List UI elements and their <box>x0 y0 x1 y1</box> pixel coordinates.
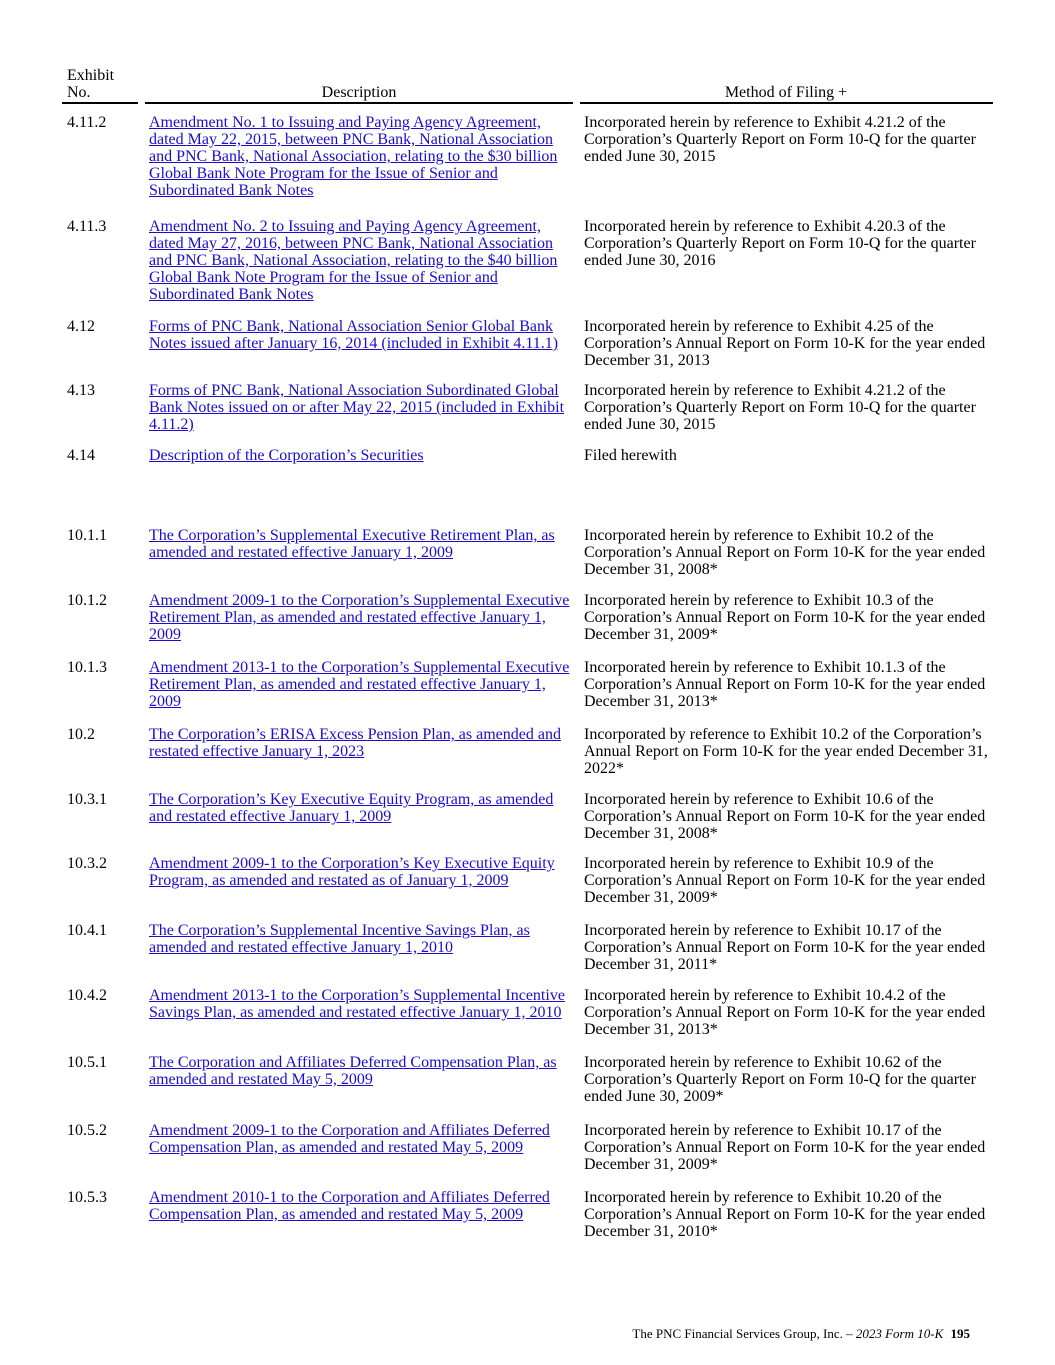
exhibit-description-link[interactable]: Forms of PNC Bank, National Association Senior Global Bank Notes issued after January 16, 2014 (included in Exhibit 4.11.1) <box>149 318 559 352</box>
exhibit-description <box>149 726 575 760</box>
exhibit-description-link[interactable]: Amendment 2013-1 to the Corporation’s Supplemental Incentive Savings Plan, as amended and restated effective January 1, 2010 <box>149 987 565 1021</box>
method-of-filing: Incorporated herein by reference to Exhibit 10.1.3 of the Corporation’s Annual Report on Form 10-K for the year ended December 31, 2013* <box>584 659 986 710</box>
header-exhibit-no: Exhibit No. <box>67 67 115 101</box>
exhibit-description <box>149 114 575 199</box>
exhibit-description-link[interactable]: Forms of PNC Bank, National Association Subordinated Global Bank Notes issued on or after May 22, 2015 (included in Exhibit 4.11.2) <box>149 382 565 433</box>
method-of-filing: Incorporated herein by reference to Exhibit 4.21.2 of the Corporation’s Quarterly Report on Form 10-Q for the quarter ended June 30, 2015 <box>584 114 976 165</box>
page-footer <box>0 1326 970 1341</box>
exhibit-description <box>149 1054 575 1088</box>
method-of-filing: Incorporated by reference to Exhibit 10.2 of the Corporation’s Annual Report on Form 10-K for the year ended December 31, 2022* <box>584 726 988 777</box>
method-of-filing: Incorporated herein by reference to Exhibit 10.20 of the Corporation’s Annual Report on Form 10-K for the year ended December 31, 2010* <box>584 1189 986 1240</box>
method-of-filing: Incorporated herein by reference to Exhibit 4.21.2 of the Corporation’s Quarterly Report on Form 10-Q for the quarter ended June 30, 2015 <box>584 382 976 433</box>
exhibit-description-link[interactable]: The Corporation’s Supplemental Incentive Savings Plan, as amended and restated effective January 1, 2010 <box>149 922 530 956</box>
method-of-filing: Incorporated herein by reference to Exhibit 10.17 of the Corporation’s Annual Report on Form 10-K for the year ended December 31, 2011* <box>584 922 986 973</box>
exhibit-description <box>149 922 575 956</box>
exhibit-description-link[interactable]: Amendment No. 2 to Issuing and Paying Agency Agreement, dated May 27, 2016, between PNC Bank, National Association and PNC Bank, National Association, relating to the $40 billion Global Bank Note Program for the Issue of Senior and Subordinated Bank Notes <box>149 218 558 303</box>
exhibit-number: 4.11.3 <box>67 218 107 235</box>
exhibit-description <box>149 791 575 825</box>
exhibit-description <box>149 527 575 561</box>
exhibit-number: 10.2 <box>67 726 95 743</box>
exhibit-description-link[interactable]: Amendment 2009-1 to the Corporation’s Supplemental Executive Retirement Plan, as amended and restated effective January 1, 2009 <box>149 592 570 643</box>
method-of-filing: Incorporated herein by reference to Exhibit 10.4.2 of the Corporation’s Annual Report on Form 10-K for the year ended December 31, 2013* <box>584 987 986 1038</box>
header-method-of-filing: Method of Filing + <box>724 84 848 101</box>
exhibit-number: 10.1.1 <box>67 527 107 544</box>
method-of-filing: Incorporated herein by reference to Exhibit 10.9 of the Corporation’s Annual Report on Form 10-K for the year ended December 31, 2009* <box>584 855 986 906</box>
exhibit-description <box>149 218 575 303</box>
exhibit-number: 4.12 <box>67 318 95 335</box>
exhibit-number: 10.5.3 <box>67 1189 107 1206</box>
header-description: Description <box>321 84 397 101</box>
exhibit-description-link[interactable]: Amendment 2010-1 to the Corporation and Affiliates Deferred Compensation Plan, as amended and restated May 5, 2009 <box>149 1189 550 1223</box>
exhibit-description-link[interactable]: The Corporation’s Key Executive Equity Program, as amended and restated effective January 1, 2009 <box>149 791 554 825</box>
method-of-filing: Incorporated herein by reference to Exhibit 4.20.3 of the Corporation’s Quarterly Report on Form 10-Q for the quarter ended June 30, 2016 <box>584 218 976 269</box>
exhibit-description-link[interactable]: Amendment 2009-1 to the Corporation’s Key Executive Equity Program, as amended and restated as of January 1, 2009 <box>149 855 555 889</box>
method-of-filing: Filed herewith <box>584 447 677 464</box>
method-of-filing: Incorporated herein by reference to Exhibit 4.25 of the Corporation’s Annual Report on Form 10-K for the year ended December 31, 2013 <box>584 318 986 369</box>
exhibit-description <box>149 987 575 1021</box>
page-number: 195 <box>950 1326 970 1341</box>
exhibit-number: 10.5.2 <box>67 1122 107 1139</box>
footer-company: The PNC Financial Services Group, Inc. – <box>632 1326 853 1341</box>
exhibit-number: 10.1.3 <box>67 659 107 676</box>
exhibit-description <box>149 318 575 352</box>
exhibit-description-link[interactable]: Amendment No. 1 to Issuing and Paying Agency Agreement, dated May 22, 2015, between PNC Bank, National Association and PNC Bank, National Association, relating to the $30 billion Global Bank Note Program for the Issue of Senior and Subordinated Bank Notes <box>149 114 558 199</box>
exhibit-number: 10.5.1 <box>67 1054 107 1071</box>
exhibit-description <box>149 447 575 464</box>
exhibit-number: 4.14 <box>67 447 95 464</box>
method-of-filing: Incorporated herein by reference to Exhibit 10.17 of the Corporation’s Annual Report on Form 10-K for the year ended December 31, 2009* <box>584 1122 986 1173</box>
exhibit-number: 10.4.1 <box>67 922 107 939</box>
exhibit-number: 4.11.2 <box>67 114 107 131</box>
header-rule-exhibit <box>62 102 138 104</box>
footer-form: 2023 Form 10-K <box>855 1326 944 1341</box>
method-of-filing: Incorporated herein by reference to Exhibit 10.62 of the Corporation’s Quarterly Report on Form 10-Q for the quarter ended June 30, 2009* <box>584 1054 976 1105</box>
method-of-filing: Incorporated herein by reference to Exhibit 10.3 of the Corporation’s Annual Report on Form 10-K for the year ended December 31, 2009* <box>584 592 986 643</box>
method-of-filing: Incorporated herein by reference to Exhibit 10.6 of the Corporation’s Annual Report on Form 10-K for the year ended December 31, 2008* <box>584 791 986 842</box>
exhibit-number: 10.3.2 <box>67 855 107 872</box>
exhibit-description <box>149 1122 575 1156</box>
header-rule-method <box>580 102 993 104</box>
exhibit-number: 10.1.2 <box>67 592 107 609</box>
method-of-filing: Incorporated herein by reference to Exhibit 10.2 of the Corporation’s Annual Report on Form 10-K for the year ended December 31, 2008* <box>584 527 986 578</box>
exhibit-description <box>149 855 575 889</box>
exhibit-description-link[interactable]: Amendment 2013-1 to the Corporation’s Supplemental Executive Retirement Plan, as amended and restated effective January 1, 2009 <box>149 659 570 710</box>
exhibit-description-link[interactable]: The Corporation and Affiliates Deferred Compensation Plan, as amended and restated May 5, 2009 <box>149 1054 557 1088</box>
exhibit-number: 4.13 <box>67 382 95 399</box>
exhibit-description-link[interactable]: Description of the Corporation’s Securities <box>149 447 424 464</box>
exhibit-description-link[interactable]: Amendment 2009-1 to the Corporation and Affiliates Deferred Compensation Plan, as amended and restated May 5, 2009 <box>149 1122 550 1156</box>
exhibit-description <box>149 382 575 433</box>
exhibit-description-link[interactable]: The Corporation’s ERISA Excess Pension Plan, as amended and restated effective January 1, 2023 <box>149 726 561 760</box>
exhibit-description <box>149 1189 575 1223</box>
header-rule-description <box>145 102 573 104</box>
exhibit-description <box>149 659 575 710</box>
exhibit-description-link[interactable]: The Corporation’s Supplemental Executive Retirement Plan, as amended and restated effective January 1, 2009 <box>149 527 555 561</box>
exhibit-number: 10.4.2 <box>67 987 107 1004</box>
exhibit-number: 10.3.1 <box>67 791 107 808</box>
exhibit-description <box>149 592 575 643</box>
